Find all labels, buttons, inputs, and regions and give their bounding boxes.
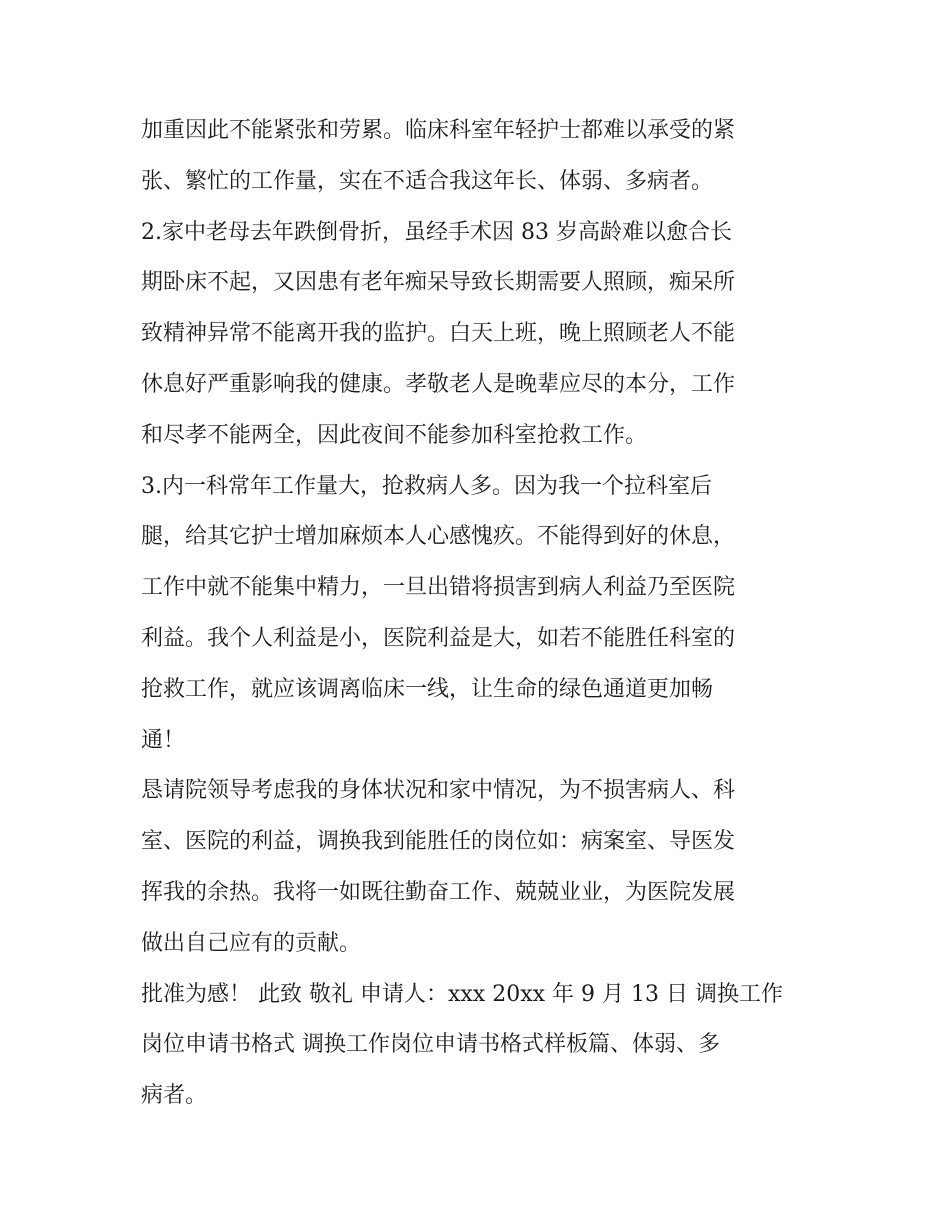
text-line: 通！ bbox=[141, 727, 186, 753]
text-line: 病者。 bbox=[141, 1083, 208, 1109]
text-line: 期卧床不起，又因患有老年痴呆导致长期需要人照顾，痴呆所 bbox=[141, 270, 736, 296]
text-line: 休息好严重影响我的健康。孝敬老人是晚辈应尽的本分，工作 bbox=[141, 371, 736, 397]
text-line: 抢救工作，就应该调离临床一线，让生命的绿色通道更加畅 bbox=[141, 676, 714, 702]
text-line: 和尽孝不能两全，因此夜间不能参加科室抢救工作。 bbox=[141, 422, 648, 448]
text-line: 致精神异常不能离开我的监护。白天上班，晚上照顾老人不能 bbox=[141, 321, 736, 347]
text-line: 恳请院领导考虑我的身体状况和家中情况，为不损害病人、科 bbox=[141, 778, 736, 804]
text-line: 挥我的余热。我将一如既往勤奋工作、兢兢业业，为医院发展 bbox=[141, 879, 736, 905]
text-line: 加重因此不能紧张和劳累。临床科室年轻护士都难以承受的紧 bbox=[141, 118, 736, 143]
text-line: 岗位申请书格式 调换工作岗位申请书格式样板篇、体弱、多 bbox=[141, 1032, 720, 1058]
text-line: 2.家中老母去年跌倒骨折，虽经手术因 83 岁高龄难以愈合长 bbox=[141, 219, 732, 245]
text-line: 腿，给其它护士增加麻烦本人心感愧疚。不能得到好的休息， bbox=[141, 524, 736, 550]
text-line: 工作中就不能集中精力，一旦出错将损害到病人利益乃至医院 bbox=[141, 575, 736, 601]
text-line: 3.内一科常年工作量大，抢救病人多。因为我一个拉科室后 bbox=[141, 473, 712, 499]
body-text bbox=[141, 106, 821, 1122]
text-line: 室、医院的利益，调换我到能胜任的岗位如：病案室、导医发 bbox=[141, 829, 736, 855]
text-line: 批准为感！ 此致 敬礼 申请人：xxx 20xx 年 9 月 13 日 调换工作 bbox=[141, 981, 783, 1007]
text-line: 做出自己应有的贡献。 bbox=[141, 930, 362, 956]
text-line: 利益。我个人利益是小，医院利益是大，如若不能胜任科室的 bbox=[141, 625, 736, 651]
text-line: 张、繁忙的工作量，实在不适合我这年长、体弱、多病者。 bbox=[141, 168, 714, 194]
